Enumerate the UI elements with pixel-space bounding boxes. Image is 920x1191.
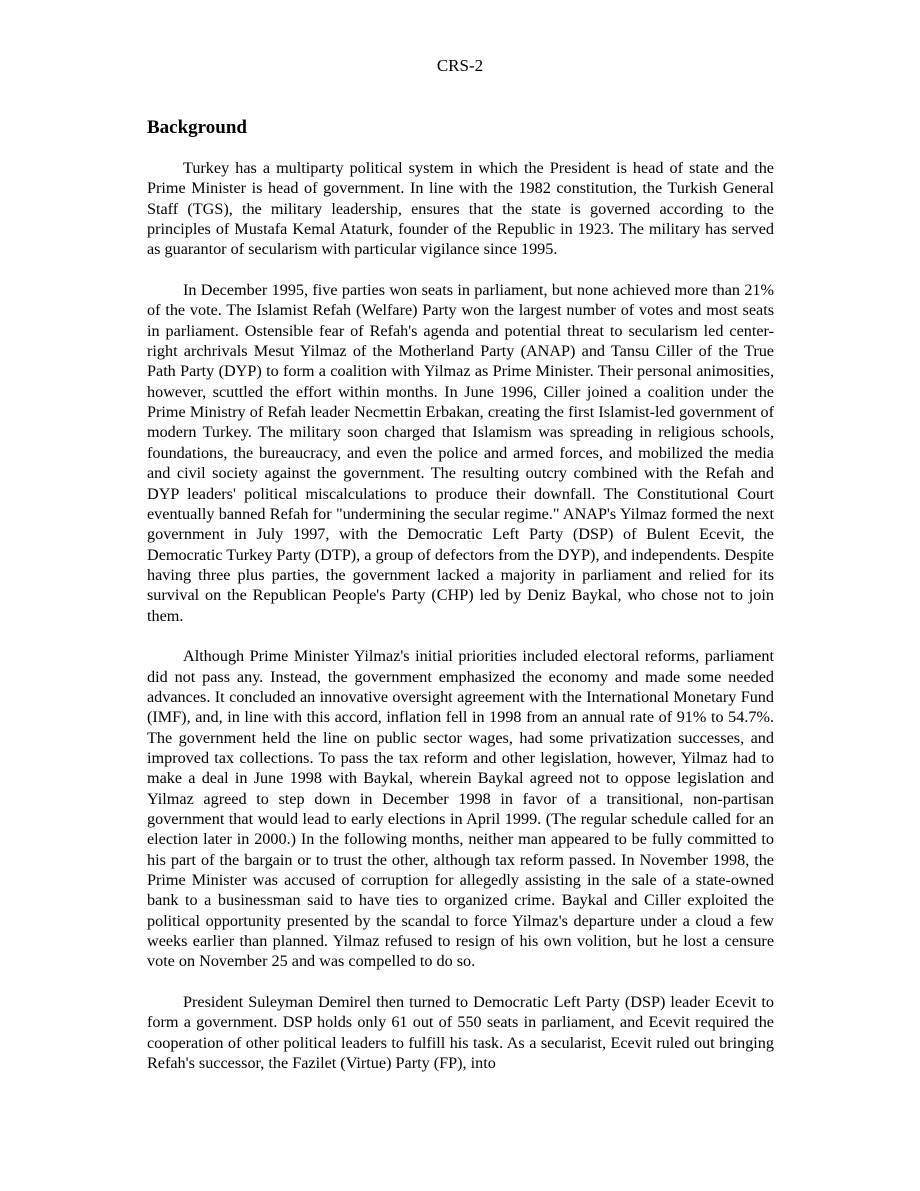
section-heading: Background: [147, 117, 247, 138]
document-body: [147, 116, 774, 1073]
paragraph-yilmaz-government: Although Prime Minister Yilmaz's initial priorities included electoral reforms, parliament did not pass any. Instead, the government emphasized the economy and made some needed advances. It concluded an innovative oversight agreement with the International Monetary Fund (IMF), and, in line with this accord, inflation fell in 1998 from an annual rate of 91% to 54.7%. The government held the line on public sector wages, had some privatization successes, and improved tax collections. To pass the tax reform and other legislation, however, Yilmaz had to make a deal in June 1998 with Baykal, wherein Baykal agreed not to oppose legislation and Yilmaz agreed to step down in December 1998 in favor of a transitional, non-partisan government that would lead to early elections in April 1999. (The regular schedule called for an election later in 2000.) In the following months, neither man appeared to be fully committed to his part of the bargain or to trust the other, although tax reform passed. In November 1998, the Prime Minister was accused of corruption for allegedly assisting in the sale of a state-owned bank to a businessman said to have ties to organized crime. Baykal and Ciller exploited the political opportunity presented by the scandal to force Yilmaz's departure under a cloud a few weeks earlier than planned. Yilmaz refused to resign of his own volition, but he lost a censure vote on November 25 and was compelled to do so.: [147, 647, 774, 971]
page-header: [0, 56, 920, 76]
paragraph-political-system: Turkey has a multiparty political system in which the President is head of state and the Prime Minister is head of government. In line with the 1982 constitution, the Turkish General Staff (TGS), the military leadership, ensures that the state is governed according to the principles of Mustafa Kemal Ataturk, founder of the Republic in 1923. The military has served as guarantor of secularism with particular vigilance since 1995.: [147, 159, 774, 259]
page-number-label: CRS-2: [436, 56, 484, 75]
paragraph-1995-elections: In December 1995, five parties won seats in parliament, but none achieved more than 21% of the vote. The Islamist Refah (Welfare) Party won the largest number of votes and most seats in parliament. Ostensible fear of Refah's agenda and potential threat to secularism led center-right archrivals Mesut Yilmaz of the Motherland Party (ANAP) and Tansu Ciller of the True Path Party (DYP) to form a coalition with Yilmaz as Prime Minister. Their personal animosities, however, scuttled the effort within months. In June 1996, Ciller joined a coalition under the Prime Ministry of Refah leader Necmettin Erbakan, creating the first Islamist-led government of modern Turkey. The military soon charged that Islamism was spreading in religious schools, foundations, the bureaucracy, and even the police and armed forces, and mobilized the media and civil society against the government. The resulting outcry combined with the Refah and DYP leaders' political miscalculations to produce their downfall. The Constitutional Court eventually banned Refah for "undermining the secular regime." ANAP's Yilmaz formed the next government in July 1997, with the Democratic Left Party (DSP) of Bulent Ecevit, the Democratic Turkey Party (DTP), a group of defectors from the DYP), and independents. Despite having three plus parties, the government lacked a majority in parliament and relied for its survival on the Republican People's Party (CHP) led by Deniz Baykal, who chose not to join them.: [147, 281, 774, 625]
paragraph-ecevit-government: President Suleyman Demirel then turned to Democratic Left Party (DSP) leader Ecevit to form a government. DSP holds only 61 out of 550 seats in parliament, and Ecevit required the cooperation of other political leaders to fulfill his task. As a secularist, Ecevit ruled out bringing Refah's successor, the Fazilet (Virtue) Party (FP), into: [147, 993, 774, 1073]
